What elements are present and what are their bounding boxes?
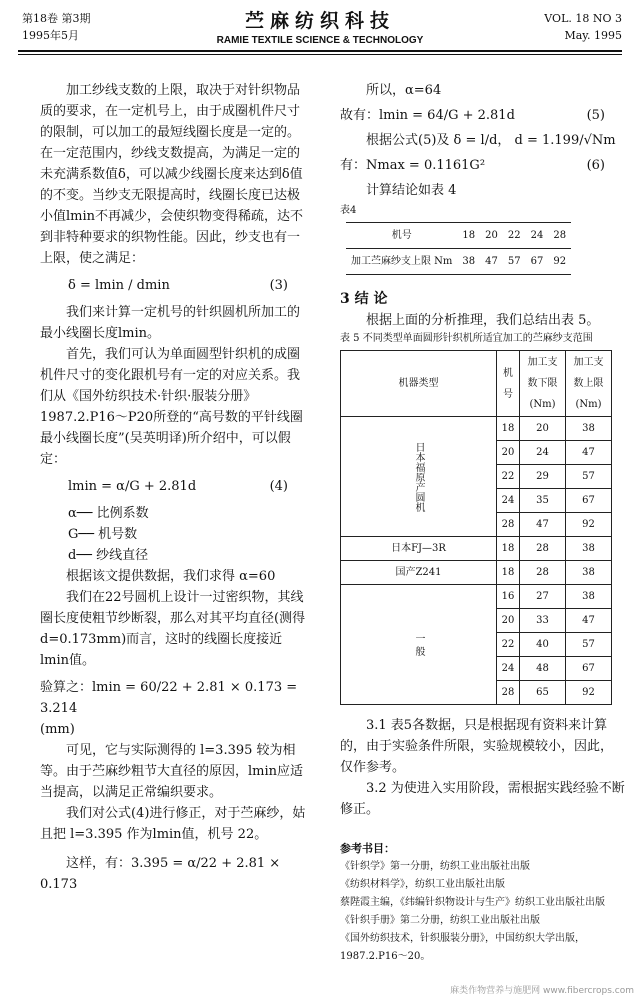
table-cell: 47: [480, 249, 503, 275]
table-row: [346, 223, 571, 249]
header-right: [544, 10, 622, 44]
header-rule-thin: [18, 54, 622, 55]
table-cell: 38: [566, 585, 612, 609]
definition: d── 纱线直径: [68, 548, 149, 563]
left-column: [40, 80, 308, 895]
table-cell: 57: [566, 465, 612, 489]
table4-caption: 表4: [340, 205, 357, 216]
machine-type-cell: 日本FJ—3R: [341, 537, 497, 561]
issue-date-en: May. 1995: [564, 29, 622, 42]
table-cell: 24: [497, 657, 520, 681]
paragraph: 计算结论如表 4: [366, 183, 457, 198]
paragraph: 根据上面的分析推理，我们总结出表 5。: [366, 313, 600, 328]
verification: 验算之：lmin = 60/22 + 2.81 × 0.173 = 3.214: [40, 680, 298, 716]
reference-item: 《针织手册》第二分册，纺织工业出版社出版: [340, 915, 540, 926]
table-cell: 38: [457, 249, 480, 275]
table-cell: 92: [548, 249, 571, 275]
table-cell: 20: [480, 223, 503, 249]
table-cell: 27: [520, 585, 566, 609]
table-body: [341, 417, 612, 705]
table-4: [346, 222, 571, 275]
table-cell: 16: [497, 585, 520, 609]
formula-6: [340, 155, 625, 176]
table-cell: 40: [520, 633, 566, 657]
table-cell: 47: [566, 441, 612, 465]
formula-5: [340, 105, 625, 126]
table-cell: 67: [566, 489, 612, 513]
table-cell: 20: [520, 417, 566, 441]
table5-caption: 表 5 不同类型单面圆形针织机所适宜加工的苎麻纱支范围: [340, 333, 593, 344]
journal-title-cn: 苎麻纺织科技: [244, 10, 395, 32]
table-cell: 38: [566, 417, 612, 441]
table-cell: 28: [497, 681, 520, 705]
table-cell: 28: [497, 513, 520, 537]
table-cell: 18: [457, 223, 480, 249]
table-cell: 20: [497, 609, 520, 633]
table-cell: 67: [526, 249, 549, 275]
table-cell: 20: [497, 441, 520, 465]
formula-text: δ = lmin / dmin: [68, 278, 170, 293]
table-cell: 92: [566, 681, 612, 705]
column-header: 机器类型: [341, 351, 497, 417]
table-5: [340, 350, 612, 705]
table-cell: 38: [566, 561, 612, 585]
table-cell: 35: [520, 489, 566, 513]
paragraph: 我们对公式(4)进行修正，对于苎麻纱，姑且把 l=3.395 作为lmin值，机号 22。: [40, 806, 306, 842]
formula-text: lmin = α/G + 2.81d: [68, 479, 197, 494]
table-cell: 28: [520, 561, 566, 585]
watermark: 麻类作物营养与施肥网 www.fibercrops.com: [450, 986, 634, 996]
table-cell: 18: [497, 417, 520, 441]
formula-text: 有：Nmax = 0.1161G²: [340, 158, 486, 173]
table-header-row: [341, 351, 612, 417]
paragraph: 我们在22号圆机上设计一过密织物，其线圈长度使粗节纱断裂，那么对其平均直径(测得 d=0.173mm)而言，这时的线圈长度接近lmin值。: [40, 590, 306, 668]
paragraph: 我们来计算一定机号的针织圆机所加工的最小线圈长度lmin。: [40, 305, 301, 341]
definition: α── 比例系数: [68, 506, 149, 521]
equation-number: (5): [586, 108, 605, 123]
journal-title-en: RAMIE TEXTILE SCIENCE & TECHNOLOGY: [216, 35, 424, 46]
issue-date: 1995年5月: [22, 29, 79, 42]
formula-text: 故有：lmin = 64/G + 2.81d: [340, 108, 515, 123]
equation: 这样，有：3.395 = α/22 + 2.81 × 0.173: [40, 856, 281, 892]
equation-number: (3): [269, 278, 288, 293]
table-cell: 47: [566, 609, 612, 633]
equation-number: (6): [586, 158, 605, 173]
table-cell: 67: [566, 657, 612, 681]
formula-4: [40, 476, 308, 497]
paragraph: 3.2 为使进入实用阶段，需根据实践经验不断修正。: [340, 781, 625, 817]
volume-issue: 第18卷 第3期: [22, 12, 91, 25]
table-cell: 24: [497, 489, 520, 513]
table-row: [341, 585, 612, 609]
table-row: [341, 417, 612, 441]
paragraph: 可见，它与实际测得的 l=3.395 较为相等。由于苎麻纱粗节大直径的原因，lmin应适当提高，以满足正常编织要求。: [40, 743, 304, 800]
paragraph: 根据公式(5)及 δ = l/d， d = 1.199/√Nm: [366, 133, 616, 148]
paragraph: 3.1 表5各数据，只是根据现有资料来计算的，由于实验条件所限，实验规模较小，因此，仅作参考。: [340, 718, 614, 775]
volume-issue-en: VOL. 18 NO 3: [544, 12, 622, 25]
table-cell: 加工苎麻纱支上限 Nm: [346, 249, 457, 275]
table-cell: 机号: [346, 223, 457, 249]
verification-unit: (mm): [40, 722, 75, 737]
equation-number: (4): [269, 479, 288, 494]
references-title: 参考书目：: [340, 842, 395, 855]
header-rule: [18, 50, 622, 52]
table-cell: 22: [497, 465, 520, 489]
table-cell: 28: [520, 537, 566, 561]
table-cell: 92: [566, 513, 612, 537]
right-column: [340, 80, 625, 966]
paragraph: 首先，我们可认为单面圆型针织机的成圈机件尺寸的变化跟机号有一定的对应关系。我们从《国外纺织技术·针织·服装分册》1987.2.P16～P20所登的“高号数的平针线圈最小线圈长度”(吴英明译)所介绍中，可以假定：: [40, 347, 303, 467]
paragraph: 根据该文提供数据，我们求得 α=60: [66, 569, 276, 584]
reference-item: 《国外纺织技术，针织服装分册》，中国纺织大学出版，1987.2.P16～20。: [340, 933, 585, 962]
formula-3: [40, 275, 308, 296]
column-header: 加工支数上限(Nm): [566, 351, 612, 417]
table-cell: 18: [497, 561, 520, 585]
table-cell: 65: [520, 681, 566, 705]
column-header: 加工支数下限(Nm): [520, 351, 566, 417]
column-header: 机号: [497, 351, 520, 417]
table-cell: 22: [497, 633, 520, 657]
table-cell: 24: [520, 441, 566, 465]
table-cell: 28: [548, 223, 571, 249]
definition: G── 机号数: [68, 527, 138, 542]
table-cell: 33: [520, 609, 566, 633]
reference-item: 《纺织材料学》，纺织工业出版社出版: [340, 879, 505, 890]
reference-item: 《针织学》第一分册，纺织工业出版社出版: [340, 861, 530, 872]
table-row: [346, 249, 571, 275]
machine-type-cell: 国产Z241: [341, 561, 497, 585]
machine-type-cell: 日本福原产圆机: [341, 417, 497, 537]
table-cell: 57: [566, 633, 612, 657]
machine-type-cell: 一 般: [341, 585, 497, 705]
section-heading: 3 结 论: [340, 291, 388, 307]
paragraph: 加工纱线支数的上限，取决于对针织物品质的要求，在一定机号上，由于成圈机件尺寸的限制，可以加工的最短线圈长度是一定的。在一定范围内，纱线支数提高，为满足一定的未充满系数值δ，可以减少线圈长度来达到δ值的不变。当纱支无限提高时，线圈长度已达极小值lmin不再减少，会使织物变得稀疏，达不到非特种要求的织物性能。因此，纱支也有一上限，使之满足：: [40, 83, 304, 266]
table-row: [341, 537, 612, 561]
reference-item: 蔡陛霞主编，《纬编针织物设计与生产》纺织工业出版社出版: [340, 897, 605, 908]
table-cell: 24: [526, 223, 549, 249]
table-cell: 22: [503, 223, 526, 249]
table-cell: 38: [566, 537, 612, 561]
table-row: [341, 561, 612, 585]
table-cell: 57: [503, 249, 526, 275]
references: [340, 840, 625, 966]
table-cell: 48: [520, 657, 566, 681]
table-cell: 29: [520, 465, 566, 489]
result: 所以，α=64: [366, 83, 442, 98]
table-cell: 18: [497, 537, 520, 561]
table-cell: 47: [520, 513, 566, 537]
